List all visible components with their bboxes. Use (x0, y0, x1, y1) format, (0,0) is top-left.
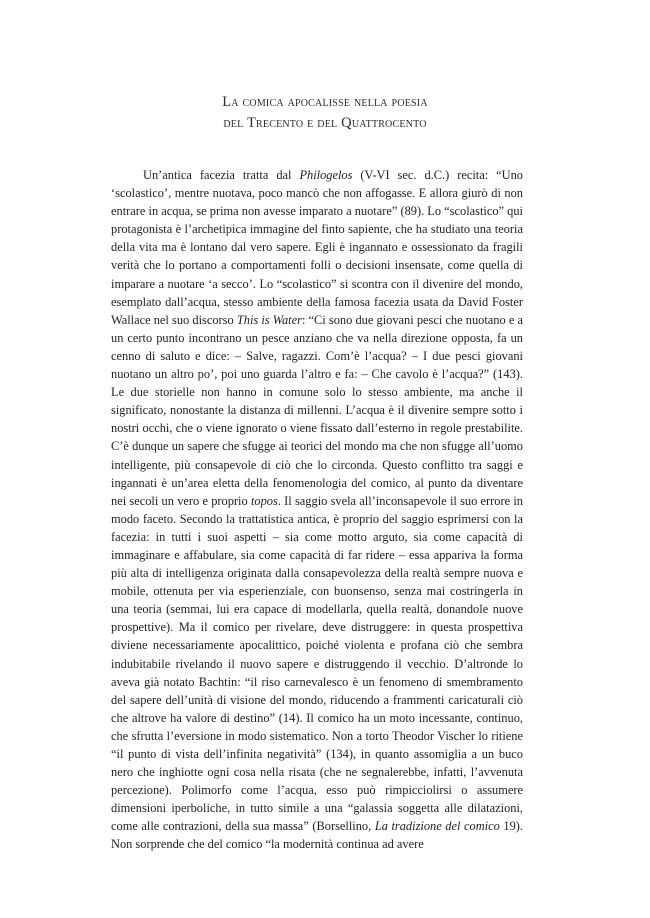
text-run: 19). Non sorprende che del comico “la modernità continua ad avere (111, 819, 523, 852)
italic-term-topos: topos (250, 493, 278, 508)
text-run: (V-VI sec. d.C.) recita: “Uno ‘scolastico’, mentre nuotava, poco mancò che non affogasse. E allora giurò di non entrare in acqua, se prima non avesse imparato a nuotare” (89). Lo “scolastico” qui protagonista è l’archetipica immagine del finto sapiente, che ha studiato una teoria della vita ma è lontano dal vero sapere. Egli è ingannato e ossessionato da fragili verità che lo portano a comportamenti folli o decisioni insensate, come quella di imparare a nuotare ‘a secco’. Lo “scolastico” si scontra con il divenire del mondo, esemplato dall’acqua, stesso ambiente della famosa facezia usata da David Foster Wallace nel suo discorso (111, 168, 523, 327)
body-paragraph (111, 166, 523, 854)
chapter-title-line-2: del Trecento e del Quattrocento (223, 115, 427, 131)
italic-title-philogelos: Philogelos (299, 168, 353, 182)
text-run: : “Ci sono due giovani pesci che nuotano e a un certo punto incontrano un pesce anziano che va nella direzione opposta, fa un cenno di saluto e dice: – Salve, ragazzi. Com’è l’acqua? – I due pesci giovani nuotano un altro po’, poi uno guarda l’altro e fa: – Che cavolo è l’acqua?” (143). Le due storielle non hanno in comune solo lo stesso ambiente, ma anche il significato, nonostante la distanza di millenni. L’acqua è il divenire sempre sotto i nostri occhi, che o viene ignorato o viene fissato dall’esterno in regole prestabilite. C’è dunque un sapere che sfugge ai teorici del mondo ma che non sfugge all’uomo intelligente, più consapevole di ciò che lo circonda. Questo conflitto tra saggi e ingannati è un’area eletta della fenomenologia del comico, al punto da diventare nei secoli un vero e proprio (111, 312, 523, 508)
italic-title-this-is-water: This is Water (236, 312, 302, 327)
text-run: Un’antica facezia tratta dal (143, 168, 300, 182)
chapter-title-line-1: La comica apocalisse nella poesia (222, 94, 428, 110)
text-run: . Il saggio svela all’inconsapevole il suo errore in modo faceto. Secondo la trattatistica antica, è proprio del saggio esprimersi con la facezia: in tutti i suoi aspetti – sia come motto arguto, sia come capacità di immaginare e affabulare, sia come capacità di far ridere – essa appariva la forma più alta di intelligenza originata dalla consapevolezza della realtà sempre nuova e mobile, ottenuta per via esperienziale, con buonsenso, senza mai costringerla in una teoria (semmai, lui era capace di modellarla, quella realtà, donandole nuove prospettive). Ma il comico per rivelare, deve distruggere: in questa prospettiva diviene necessariamente apocalittico, poiché violenta e profana ciò che sembra indubitabile rivelando il nuovo sapere e distruggendo il vecchio. D’altronde lo aveva già notato Bachtin: “il riso carnevalesco è un fenomeno di smembramento del sapere dell’unità di visione del mondo, riducendo a frammenti caricaturali ciò che altrove ha valore di destino” (14). Il comico ha un moto incessante, continuo, che sfrutta l’eversione in modo sistematico. Non a torto Theodor Vischer lo ritiene “il punto di vista dell’infinita negatività” (134), in quanto assomiglia a un buco nero che inghiotte ogni cosa nella risata (che ne segnalerebbe, infatti, l’avvenuta percezione). Polimorfo come l’acqua, esso può rimpicciolirsi o assumere dimensioni iperboliche, in tutto simile a una “galassia soggetta alle dilatazioni, come alle contrazioni, della sua massa” (Borsellino, (111, 493, 524, 834)
italic-title-tradizione-del-comico: La tradizione del comico (374, 819, 500, 834)
